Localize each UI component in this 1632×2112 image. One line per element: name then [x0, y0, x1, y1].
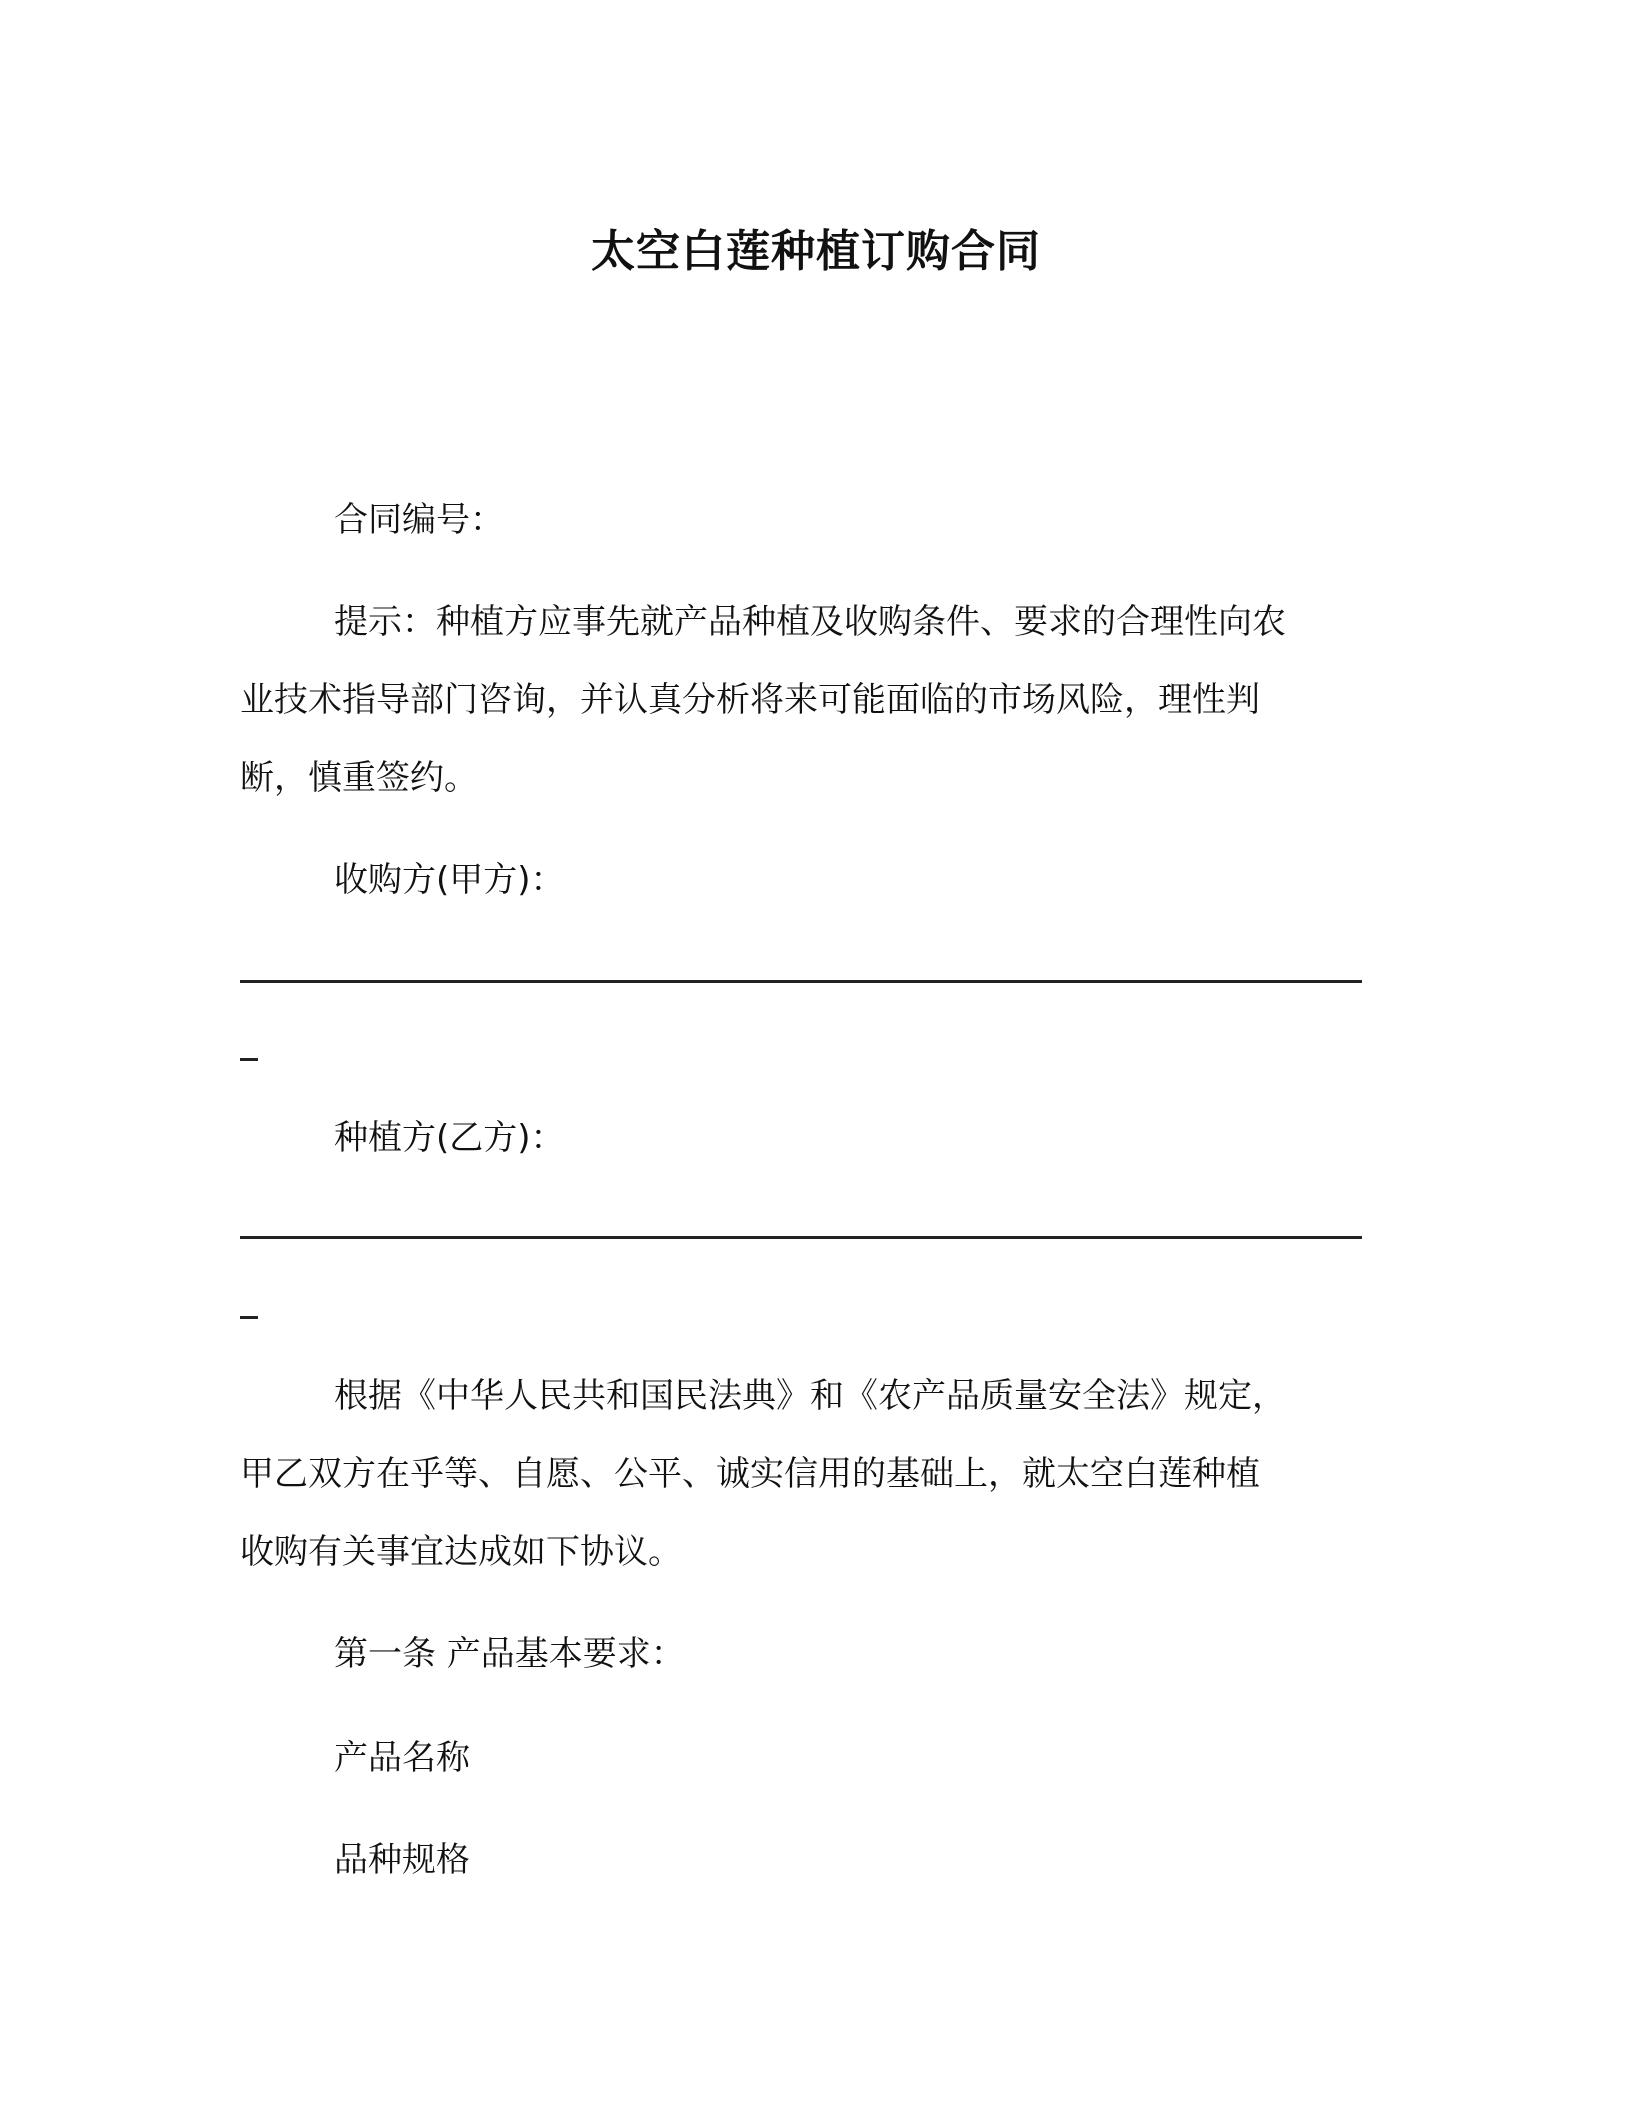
notice-line-1: 提示：种植方应事先就产品种植及收购条件、要求的合理性向农: [334, 602, 1286, 642]
product-name-label: 产品名称: [334, 1738, 470, 1778]
notice-line-3: 断，慎重签约。: [240, 758, 478, 798]
article-1-heading: 第一条 产品基本要求：: [334, 1634, 685, 1674]
preamble-line-1: 根据《中华人民共和国民法典》和《农产品质量安全法》规定，: [334, 1376, 1286, 1416]
party-a-label: 收购方(甲方)：: [334, 860, 565, 900]
notice-line-2: 业技术指导部门咨询，并认真分析将来可能面临的市场风险，理性判: [240, 680, 1260, 720]
party-a-blank-line: [240, 980, 1362, 983]
contract-number-label: 合同编号：: [334, 500, 504, 540]
party-b-blank-line-end: [240, 1316, 258, 1319]
preamble-line-3: 收购有关事宜达成如下协议。: [240, 1532, 682, 1572]
document-title: 太空白莲种植订购合同: [591, 226, 1041, 277]
preamble-line-2: 甲乙双方在乎等、自愿、公平、诚实信用的基础上，就太空白莲种植: [240, 1454, 1260, 1494]
variety-spec-label: 品种规格: [334, 1840, 470, 1880]
party-b-blank-line: [240, 1236, 1362, 1239]
party-b-label: 种植方(乙方)：: [334, 1118, 565, 1158]
party-a-blank-line-end: [240, 1058, 258, 1061]
